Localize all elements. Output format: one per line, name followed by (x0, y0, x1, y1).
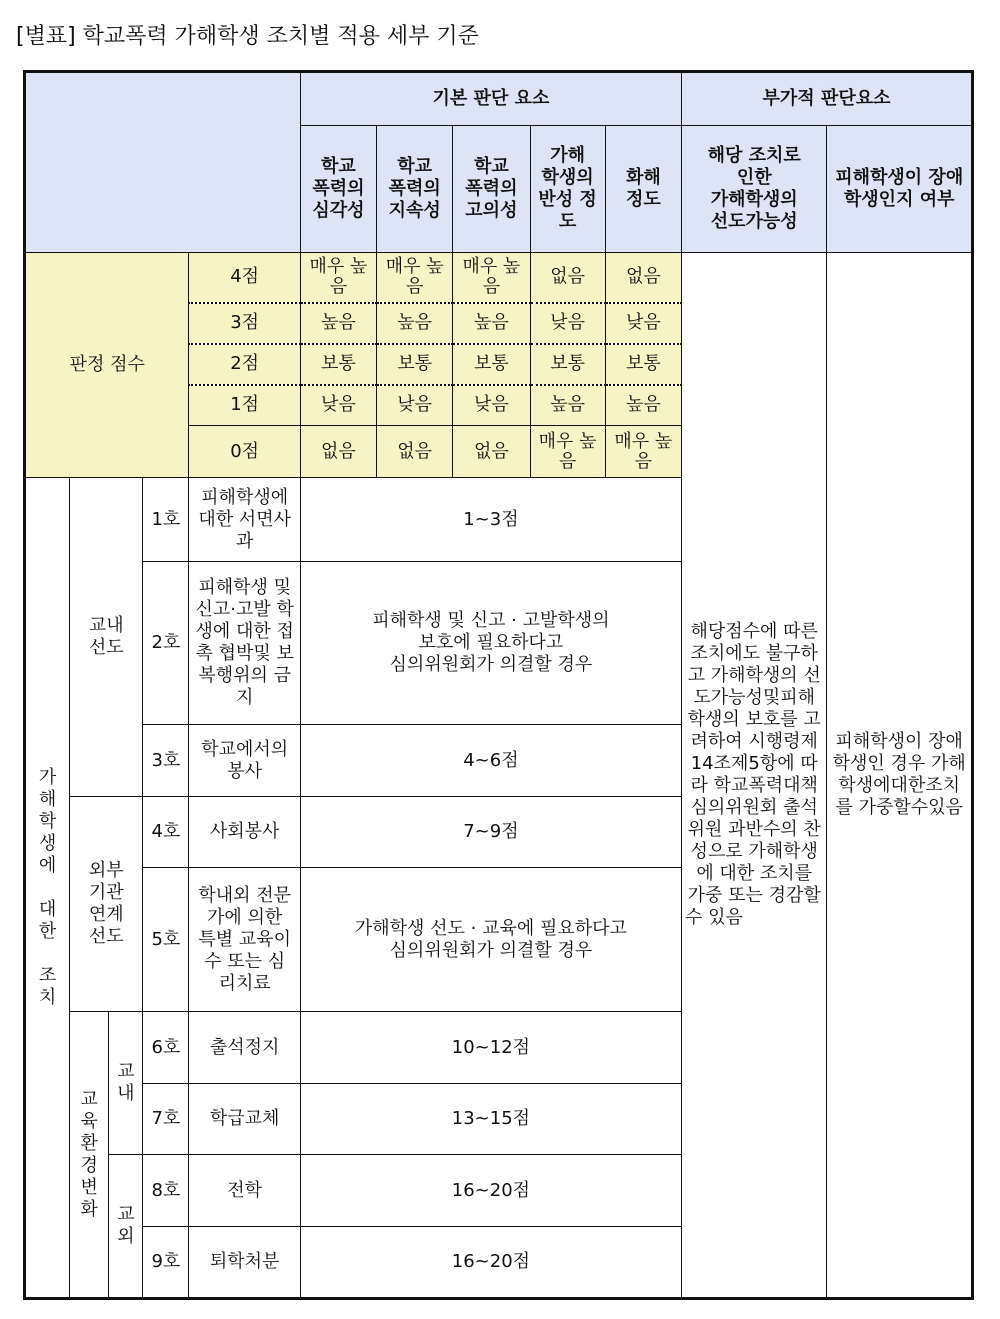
measure-criteria: 피해학생 및 신고 · 고발학생의 보호에 필요하다고 심의위원회가 의결할 경우 (300, 562, 681, 725)
score-cell: 보통 (605, 344, 681, 385)
measure-criteria: 4~6점 (300, 725, 681, 797)
measure-criteria: 7~9점 (300, 797, 681, 868)
score-cell: 낮음 (453, 385, 530, 426)
score-cell: 낮음 (377, 385, 453, 426)
score-cell: 매우 높 음 (300, 253, 376, 303)
measure-number: 7호 (143, 1084, 189, 1155)
measure-criteria: 10~12점 (300, 1012, 681, 1084)
score-cell: 매우 높 음 (530, 426, 605, 478)
measure-number: 6호 (143, 1012, 189, 1084)
score-cell: 높음 (300, 303, 376, 344)
measure-number: 5호 (143, 868, 189, 1012)
measure-criteria: 16~20점 (300, 1155, 681, 1227)
score-cell: 보통 (453, 344, 530, 385)
score-cell: 없음 (300, 426, 376, 478)
measure-number: 9호 (143, 1227, 189, 1299)
score-point: 0점 (189, 426, 300, 478)
measure-name: 학교에서의 봉사 (189, 725, 300, 797)
score-cell: 없음 (377, 426, 453, 478)
group-env-out-school: 교 외 (109, 1155, 143, 1299)
score-cell: 없음 (530, 253, 605, 303)
header-basic-factors: 기본 판단 요소 (300, 72, 681, 126)
score-cell: 매우 높 음 (453, 253, 530, 303)
criteria-table (23, 70, 974, 1300)
measure-name: 피해학생 및 신고·고발 학 생에 대한 접 촉 협박및 보 복행위의 금 지 (189, 562, 300, 725)
score-cell: 높음 (605, 385, 681, 426)
measure-name: 출석정지 (189, 1012, 300, 1084)
disabled-victim-note: 피해학생이 장애학생인 경우 가해학생에대한조치를 가중할수있음 (827, 253, 973, 1299)
header-remorse: 가해 학생의 반성 정 도 (530, 126, 605, 253)
measure-number: 3호 (143, 725, 189, 797)
score-cell: 매우 높 음 (377, 253, 453, 303)
score-cell: 높음 (530, 385, 605, 426)
score-cell: 매우 높 음 (605, 426, 681, 478)
measure-name: 전학 (189, 1155, 300, 1227)
group-measures-for-offender: 가 해 학 생 에 대 한 조 치 (25, 478, 70, 1299)
score-point: 3점 (189, 303, 300, 344)
score-label: 판정 점수 (25, 253, 189, 478)
measure-number: 8호 (143, 1155, 189, 1227)
group-school-guidance: 교내 선도 (70, 478, 143, 797)
score-cell: 낮음 (605, 303, 681, 344)
measure-number: 2호 (143, 562, 189, 725)
group-environment-change: 교 육 환 경 변 화 (70, 1012, 109, 1299)
measure-criteria: 13~15점 (300, 1084, 681, 1155)
score-cell: 보통 (530, 344, 605, 385)
measure-criteria: 1~3점 (300, 478, 681, 562)
score-cell: 높음 (377, 303, 453, 344)
group-env-in-school: 교 내 (109, 1012, 143, 1155)
header-severity: 학교 폭력의 심각성 (300, 126, 376, 253)
score-point: 4점 (189, 253, 300, 303)
measure-name: 피해학생에 대한 서면사 과 (189, 478, 300, 562)
score-cell: 없음 (605, 253, 681, 303)
header-intent: 학교 폭력의 고의성 (453, 126, 530, 253)
measure-name: 퇴학처분 (189, 1227, 300, 1299)
score-cell: 낮음 (530, 303, 605, 344)
header-additional-factors: 부가적 판단요소 (681, 72, 972, 126)
group-external-guidance: 외부 기관 연계 선도 (70, 797, 143, 1012)
score-cell: 보통 (377, 344, 453, 385)
header-corner (25, 72, 301, 253)
measure-number: 1호 (143, 478, 189, 562)
header-guidance-possibility: 해당 조치로 인한 가해학생의 선도가능성 (681, 126, 826, 253)
measure-criteria: 가해학생 선도 · 교육에 필요하다고 심의위원회가 의결할 경우 (300, 868, 681, 1012)
score-cell: 낮음 (300, 385, 376, 426)
measure-name: 학내외 전문 가에 의한 특별 교육이 수 또는 심 리치료 (189, 868, 300, 1012)
score-cell: 보통 (300, 344, 376, 385)
header-disabled-victim: 피해학생이 장애 학생인지 여부 (827, 126, 973, 253)
measure-name: 사회봉사 (189, 797, 300, 868)
document-title: [별표] 학교폭력 가해학생 조치별 적용 세부 기준 (16, 24, 479, 49)
measure-number: 4호 (143, 797, 189, 868)
measure-criteria: 16~20점 (300, 1227, 681, 1299)
score-point: 1점 (189, 385, 300, 426)
score-cell: 높음 (453, 303, 530, 344)
header-reconciliation: 화해 정도 (605, 126, 681, 253)
measure-name: 학급교체 (189, 1084, 300, 1155)
guidance-note: 해당점수에 따른 조치에도 불구하고 가해학생의 선도가능성및피해학생의 보호를 고려하여 시행령제14조제5항에 따라 학교폭력대책심의위원회 출석위원 과반수의 찬성으로 가해학생에 대한 조치를 가중 또는 경감할 수 있음 (681, 253, 826, 1299)
score-cell: 없음 (453, 426, 530, 478)
header-persistence: 학교 폭력의 지속성 (377, 126, 453, 253)
score-point: 2점 (189, 344, 300, 385)
